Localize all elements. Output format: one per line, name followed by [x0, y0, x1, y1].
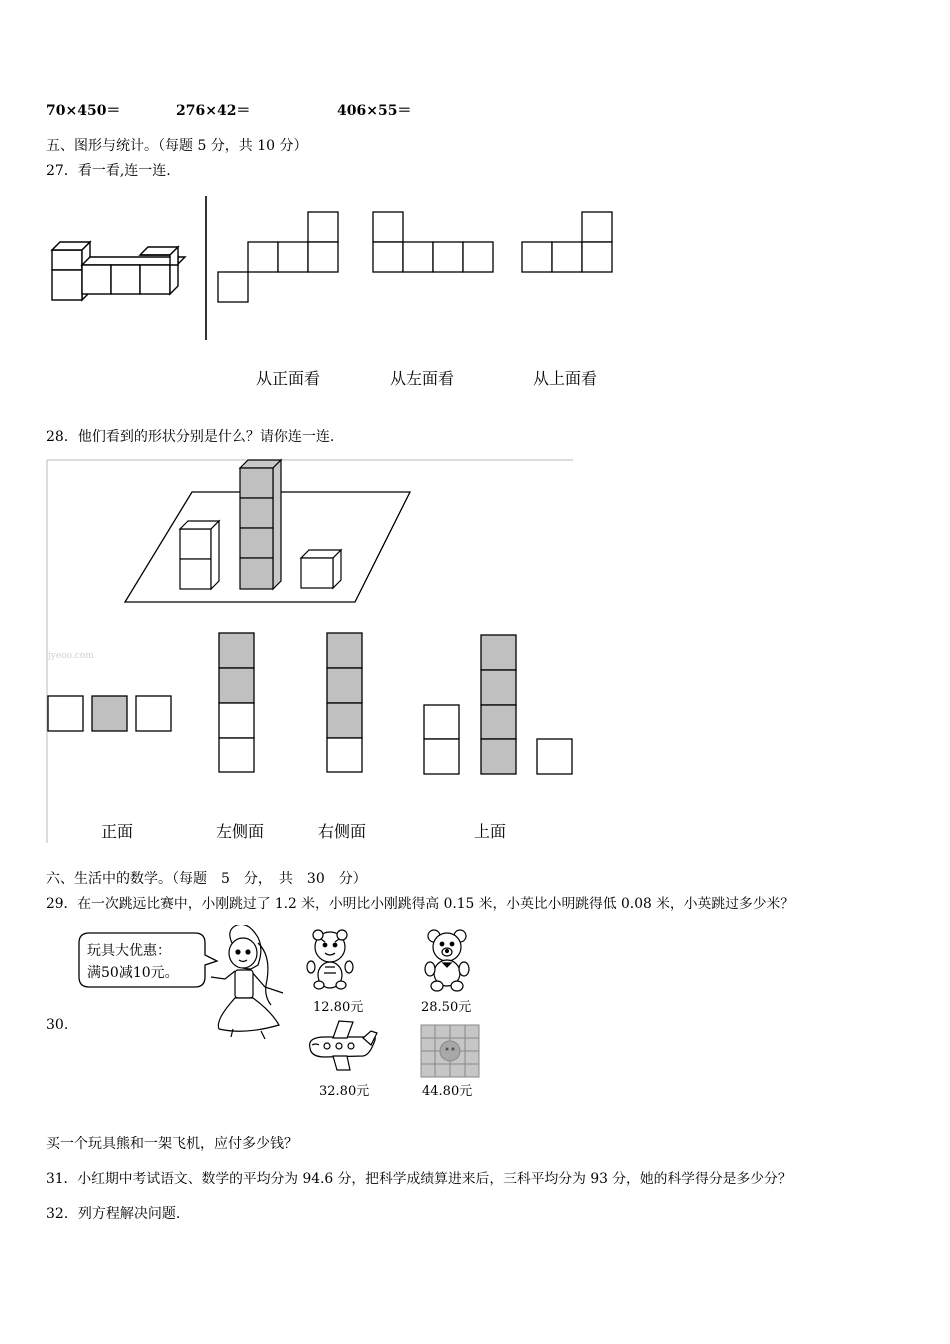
watermark: jyeoo.com [48, 651, 94, 661]
q30-figure [75, 925, 515, 1110]
section5-title: 五、图形与统计。（每题 5 分，共 10 分） [46, 138, 308, 154]
q27-figure [40, 190, 640, 350]
calc-item-2: 276×42＝ [176, 103, 251, 119]
bubble-line-2: 满50减10元。 [87, 965, 179, 981]
price-puzzle: 44.80元 [422, 1084, 473, 1099]
stack-single [301, 550, 341, 588]
q28-label-top: 上面 [474, 822, 507, 841]
stack-tall [240, 460, 281, 589]
price-airplane: 32.80元 [319, 1084, 370, 1099]
girl-icon [211, 925, 283, 1039]
q27-label-top: 从上面看 [533, 369, 598, 388]
q28-label-front: 正面 [101, 822, 134, 841]
q27-view-2 [373, 212, 493, 272]
q29-text: 29．在一次跳远比赛中，小刚跳过了 1.2 米，小明比小刚跳得高 0.15 米，小英比小明跳得低 0.08 米，小英跳过多少米？ [46, 896, 795, 912]
price-tiger: 12.80元 [313, 1000, 364, 1015]
q27-label-left: 从左面看 [390, 369, 455, 388]
q27-view-3 [522, 212, 612, 272]
view-left-side [219, 633, 254, 772]
toy-bear-icon [425, 930, 469, 991]
calc-item-1: 70×450＝ [46, 103, 121, 119]
q31-text: 31．小红期中考试语文、数学的平均分为 94.6 分，把科学成绩算进来后，三科平均分为 93 分，她的科学得分是多少分？ [46, 1171, 792, 1187]
q32-text: 32．列方程解决问题. [46, 1206, 181, 1222]
q30-question: 买一个玩具熊和一架飞机，应付多少钱？ [46, 1136, 298, 1152]
calc-item-3: 406×55＝ [337, 103, 412, 119]
q27-solid-cubes [52, 242, 185, 300]
speech-bubble [79, 933, 217, 987]
view-top [424, 635, 572, 774]
toy-airplane-icon [310, 1021, 377, 1070]
stack-left [180, 521, 219, 589]
q28-text: 28．他们看到的形状分别是什么？请你连一连. [46, 429, 335, 445]
price-bear: 28.50元 [421, 1000, 472, 1015]
q28-label-right: 右侧面 [318, 822, 367, 841]
q27-text: 27．看一看,连一连. [46, 163, 171, 179]
q27-view-1 [218, 212, 338, 302]
section6-title: 六、生活中的数学。（每题 5 分， 共 30 分） [46, 871, 367, 887]
view-front [48, 696, 171, 731]
q30-number: 30. [46, 1017, 69, 1033]
q27-label-front: 从正面看 [256, 369, 321, 388]
q28-label-left: 左侧面 [216, 822, 265, 841]
view-right-side [327, 633, 362, 772]
toy-puzzle-icon [421, 1025, 479, 1077]
q28-figure [45, 458, 575, 848]
toy-tiger-icon [307, 930, 353, 989]
bubble-line-1: 玩具大优惠： [87, 943, 171, 959]
